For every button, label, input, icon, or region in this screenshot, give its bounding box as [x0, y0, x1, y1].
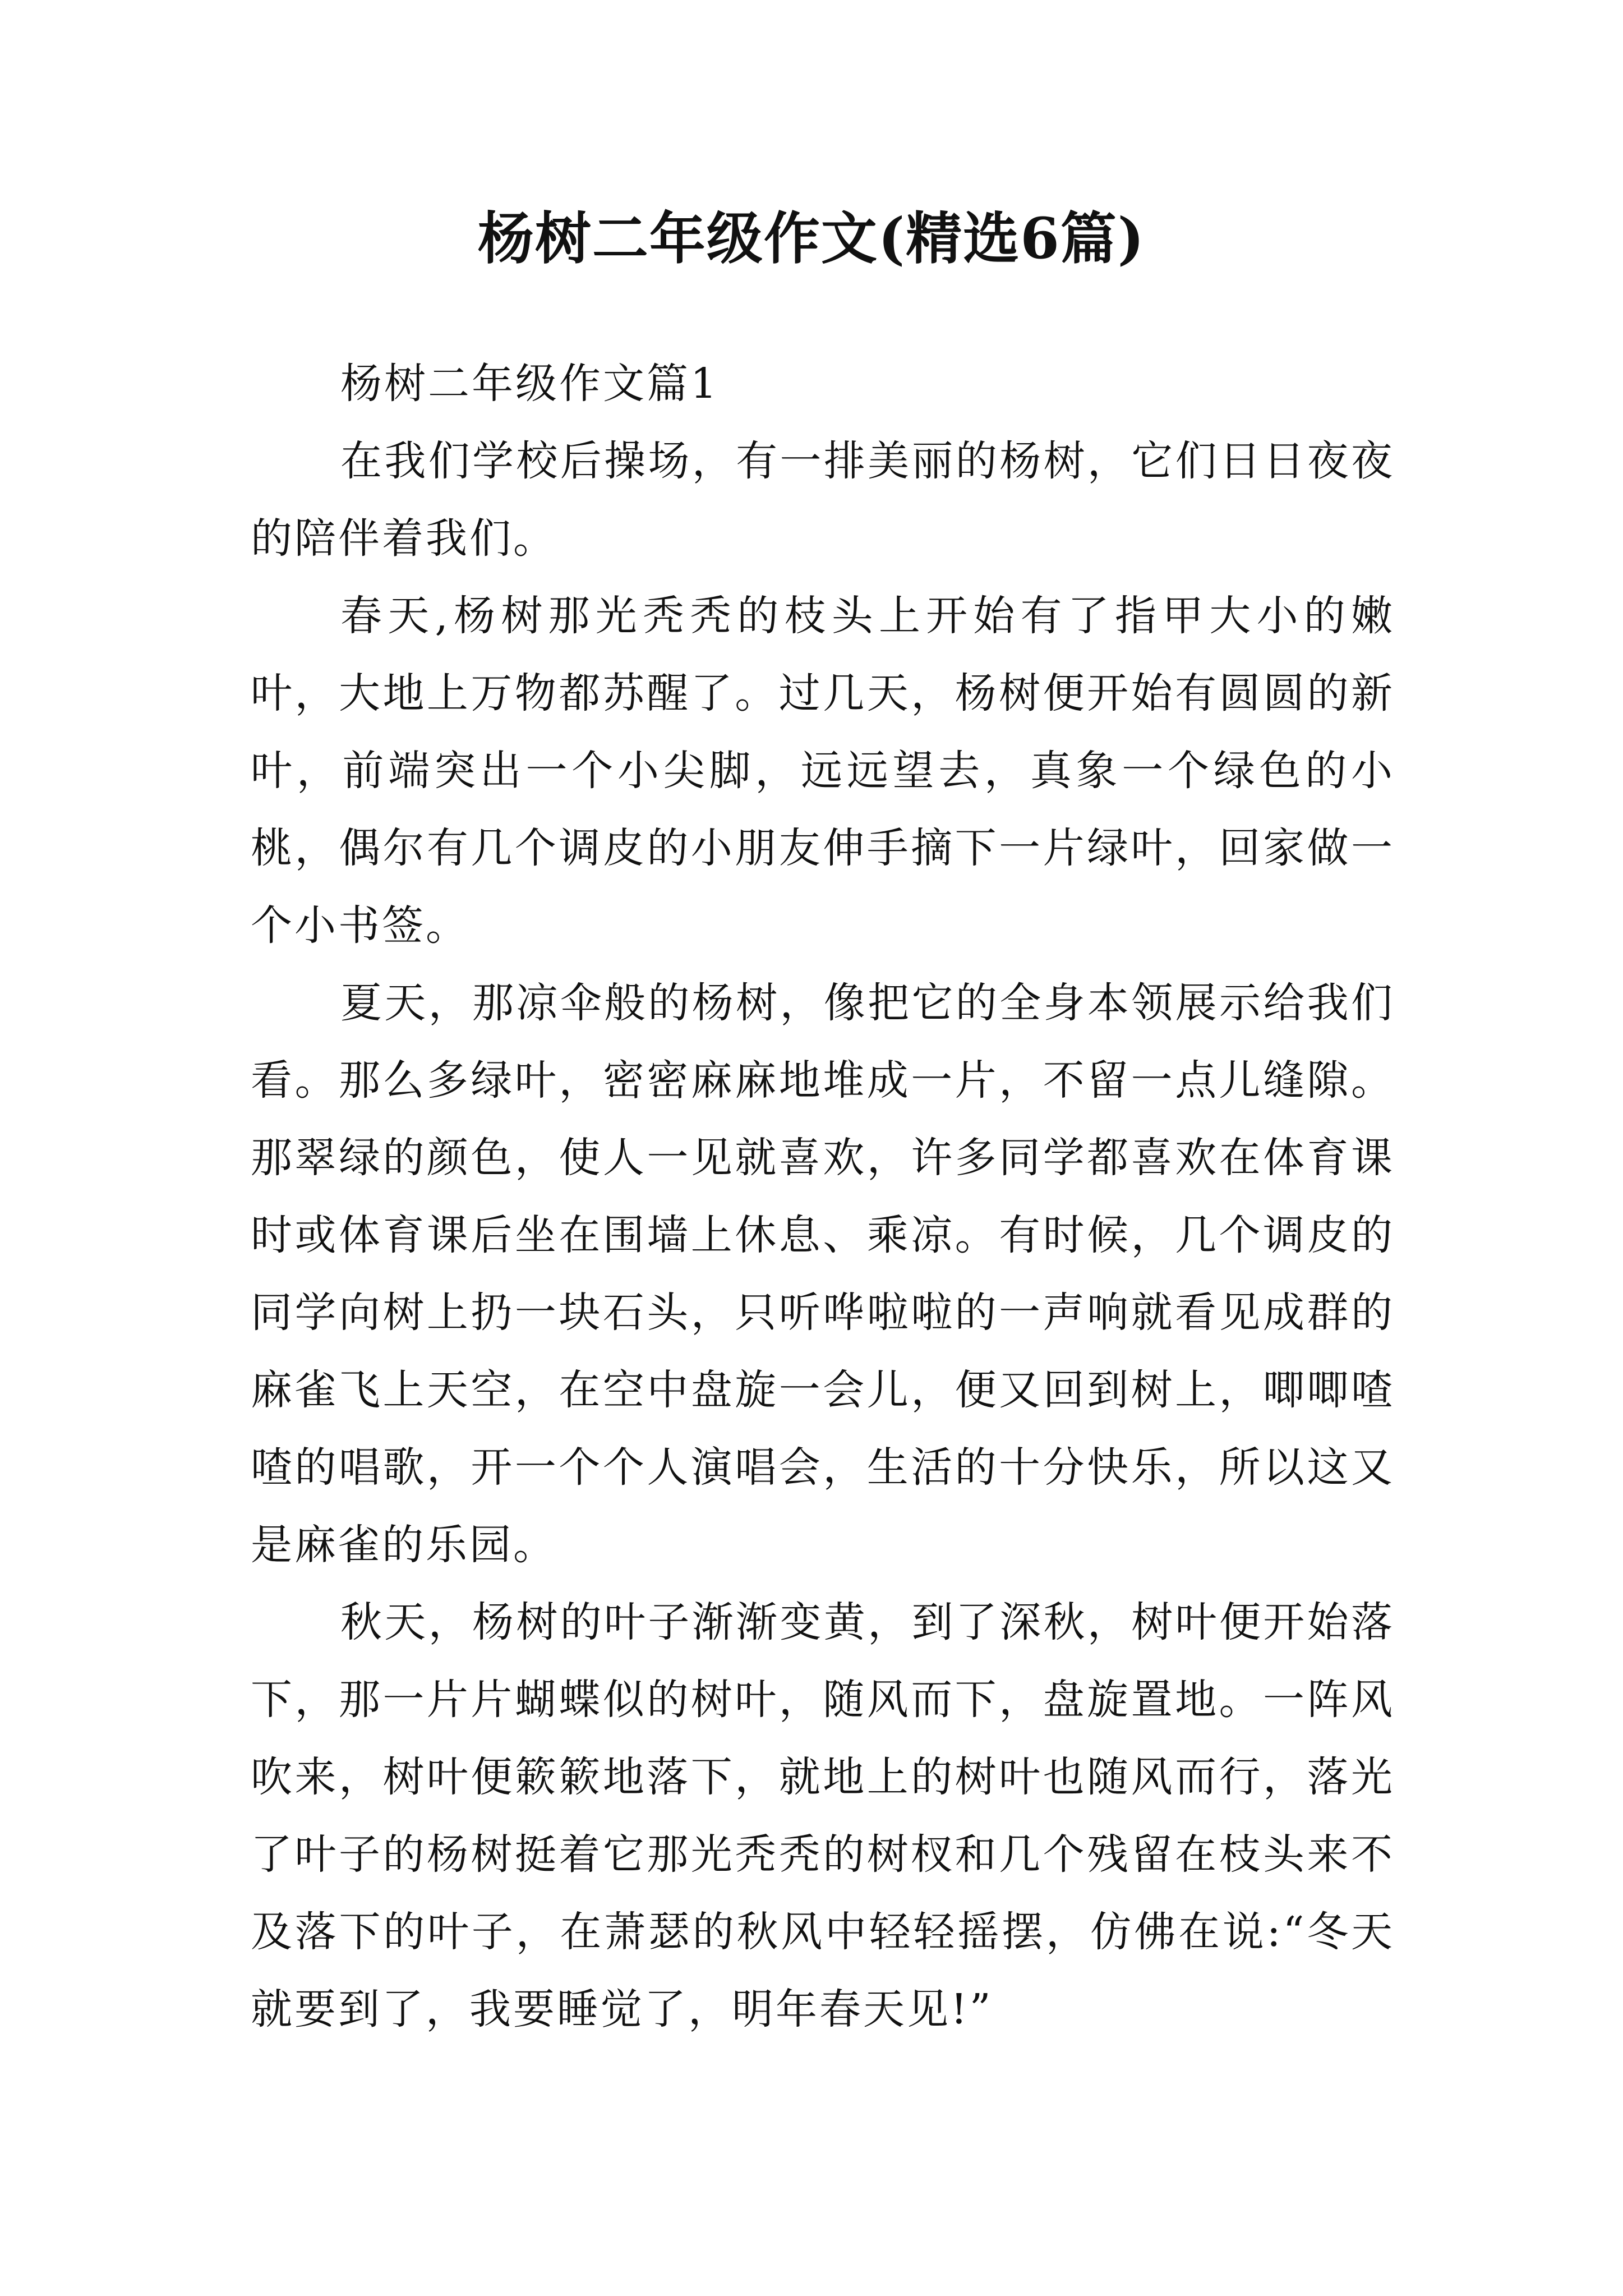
section-heading: 杨树二年级作文篇1 [340, 360, 720, 408]
paragraph: 夏天，那凉伞般的杨树，像把它的全身本领展示给我们看。那么多绿叶，密密麻麻地堆成一片，不留一点儿缝隙。那翠绿的颜色，使人一见就喜欢，许多同学都喜欢在体育课时或体育课后坐在围墙上休息、乘凉。有时候，几个调皮的同学向树上扔一块石头，只听哗啦啦的一声响就看见成群的麻雀飞上天空，在空中盘旋一会儿，便又回到树上，唧唧喳喳的唱歌，开一个个人演唱会，生活的十分快乐，所以这又是麻雀的乐园。 [251, 979, 1395, 1569]
paragraph: 秋天，杨树的叶子渐渐变黄，到了深秋，树叶便开始落下，那一片片蝴蝶似的树叶，随风而下，盘旋置地。一阵风吹来，树叶便簌簌地落下，就地上的树叶也随风而行，落光了叶子的杨树挺着它那光秃秃的树杈和几个残留在枝头来不及落下的叶子，在萧瑟的秋风中轻轻摇摆，仿佛在说:“冬天就要到了，我要睡觉了，明年春天见!” [251, 1598, 1395, 2033]
paragraph: 春天,杨树那光秃秃的枝头上开始有了指甲大小的嫩叶，大地上万物都苏醒了。过几天，杨树便开始有圆圆的新叶，前端突出一个小尖脚，远远望去，真象一个绿色的小桃，偶尔有几个调皮的小朋友伸手摘下一片绿叶，回家做一个小书签。 [251, 592, 1395, 950]
document-body [251, 345, 1395, 2048]
document-title: 杨树二年级作文(精选6篇) [477, 205, 1146, 272]
paragraph: 在我们学校后操场，有一排美丽的杨树，它们日日夜夜的陪伴着我们。 [251, 437, 1395, 563]
